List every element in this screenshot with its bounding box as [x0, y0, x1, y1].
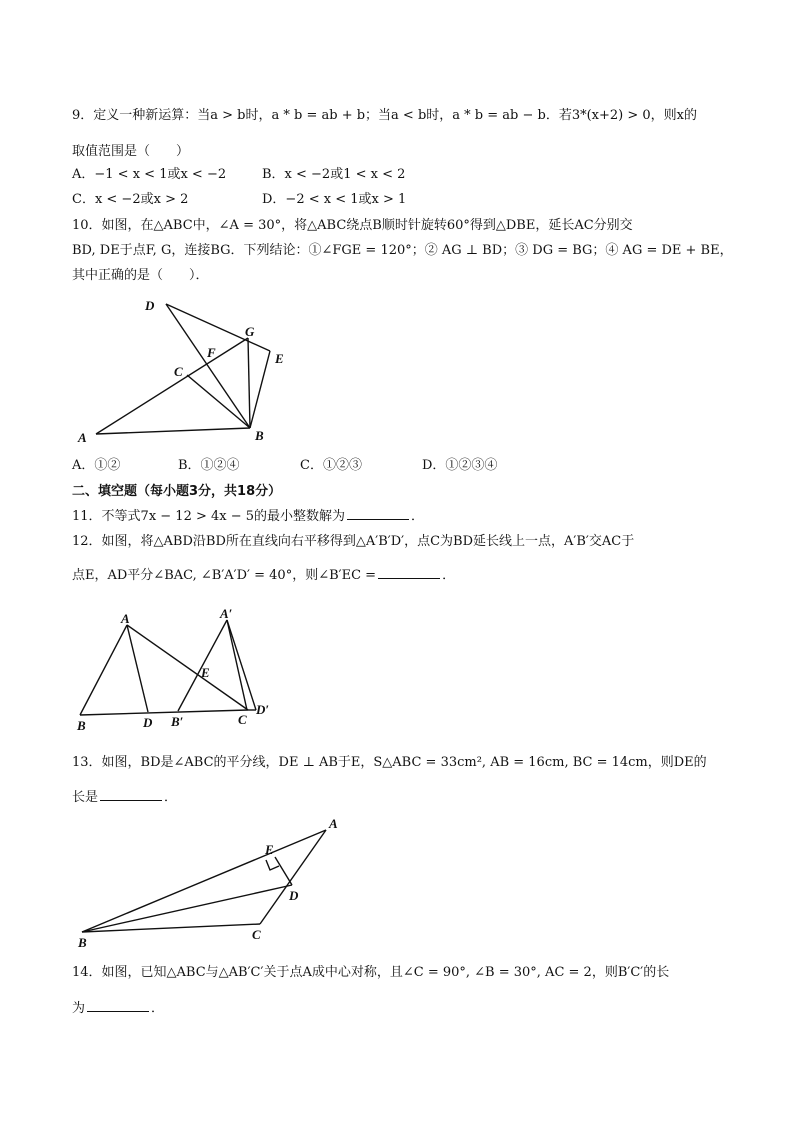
q10-label-c: C [174, 364, 183, 379]
q14-line-2 [72, 999, 164, 1018]
q12-label-a: A [121, 611, 130, 626]
q10-figure [70, 290, 310, 450]
q14-text: 为 [72, 1001, 86, 1016]
q9-line-1: 9．定义一种新运算：当a > b时，a * b = ab + b；当a < b时，a * b = ab − b．若3*(x+2) > 0，则x的 [72, 108, 697, 123]
q10-label-b: B [255, 428, 264, 443]
q10-label-g: G [245, 324, 255, 339]
q10-label-f: F [207, 345, 216, 360]
q12-text-end: ． [442, 568, 456, 583]
q12-segment-a-prime-d-prime [227, 620, 256, 710]
q10-line-2: BD, DE于点F, G，连接BG．下列结论：①∠FGE = 120°；② AG ⊥ BD；③ DG = BG；④ AG = DE + BE， [72, 243, 733, 258]
q11-text: 11．不等式7x − 12 > 4x − 5的最小整数解为 [72, 509, 346, 524]
q13-label-a: A [329, 816, 338, 831]
q13-segment-bd [82, 885, 292, 932]
q12-segment-ba [80, 625, 127, 715]
q10-option-d: D．①②③④ [422, 458, 498, 473]
q9-option-a: A．−1 < x < 1或x < −2 [72, 167, 227, 182]
q9-option-d: D．−2 < x < 1或x > 1 [262, 192, 407, 207]
q14-answer-blank[interactable] [87, 999, 149, 1012]
q12-label-d: D [143, 715, 153, 730]
q10-line-3: 其中正确的是（ ）． [72, 268, 209, 283]
q14-line-1: 14．如图，已知△ABC与△AB′C′关于点A成中心对称，且∠C = 90°, ∠B = 30°, AC = 2，则B′C′的长 [72, 965, 670, 980]
q12-label-e: E [201, 665, 210, 680]
q12-text: 点E，AD平分∠BAC, ∠B′A′D′ = 40°，则∠B′EC = [72, 568, 377, 583]
q9-line-2: 取值范围是（ ） [72, 144, 190, 159]
q12-label-a-prime: A′ [220, 606, 233, 621]
q9-option-b: B．x < −2或1 < x < 2 [262, 167, 406, 182]
q12-label-c: C [238, 712, 247, 727]
q10-segment-eb [250, 351, 270, 428]
q11-text-end: ． [411, 509, 425, 524]
q11-answer-blank[interactable] [347, 507, 409, 520]
q13-text-end: ． [164, 790, 178, 805]
q14-text-end: ． [151, 1001, 165, 1016]
q13-label-c: C [252, 927, 261, 942]
q12-segment-bc [80, 710, 248, 715]
q13-answer-blank[interactable] [100, 788, 162, 801]
q10-option-c: C．①②③ [300, 458, 362, 473]
q12-line-1: 12．如图，将△ABD沿BD所在直线向右平移得到△A′B′D′，点C为BD延长线上一点，A′B′交AC于 [72, 534, 635, 549]
q10-label-a: A [78, 430, 87, 445]
q13-text: 长是 [72, 790, 99, 805]
q10-line-1: 10．如图，在△ABC中，∠A = 30°，将△ABC绕点B顺时针旋转60°得到△DBE，延长AC分别交 [72, 218, 633, 233]
q12-label-b: B [77, 718, 86, 733]
q12-figure [70, 600, 290, 735]
q13-line-2 [72, 788, 177, 807]
q13-label-b: B [78, 935, 87, 950]
q12-answer-blank[interactable] [378, 566, 440, 579]
q13-label-d: D [289, 888, 299, 903]
q10-segment-cb [187, 375, 250, 428]
q12-label-b-prime: B′ [171, 714, 184, 729]
q9-option-c: C．x < −2或x > 2 [72, 192, 189, 207]
section-heading: 二、填空题（每小题3分，共18分） [72, 484, 282, 499]
q12-label-d-prime: D′ [256, 702, 270, 717]
q10-option-b: B．①②④ [178, 458, 240, 473]
q10-segment-gb [248, 338, 250, 428]
q10-segment-ab [96, 428, 250, 434]
q13-segment-de [275, 857, 292, 885]
q12-line-2 [72, 566, 455, 585]
q13-segment-bc [82, 924, 260, 932]
q10-segment-ag [96, 338, 248, 434]
q10-label-d: D [145, 298, 155, 313]
q13-figure [70, 812, 350, 952]
q10-option-a: A．①② [72, 458, 121, 473]
q13-label-e: E [265, 842, 274, 857]
q10-label-e: E [275, 351, 284, 366]
q11-line [72, 507, 424, 526]
q13-line-1: 13．如图，BD是∠ABC的平分线，DE ⊥ AB于E，S△ABC = 33cm², AB = 16cm, BC = 14cm，则DE的 [72, 755, 707, 770]
